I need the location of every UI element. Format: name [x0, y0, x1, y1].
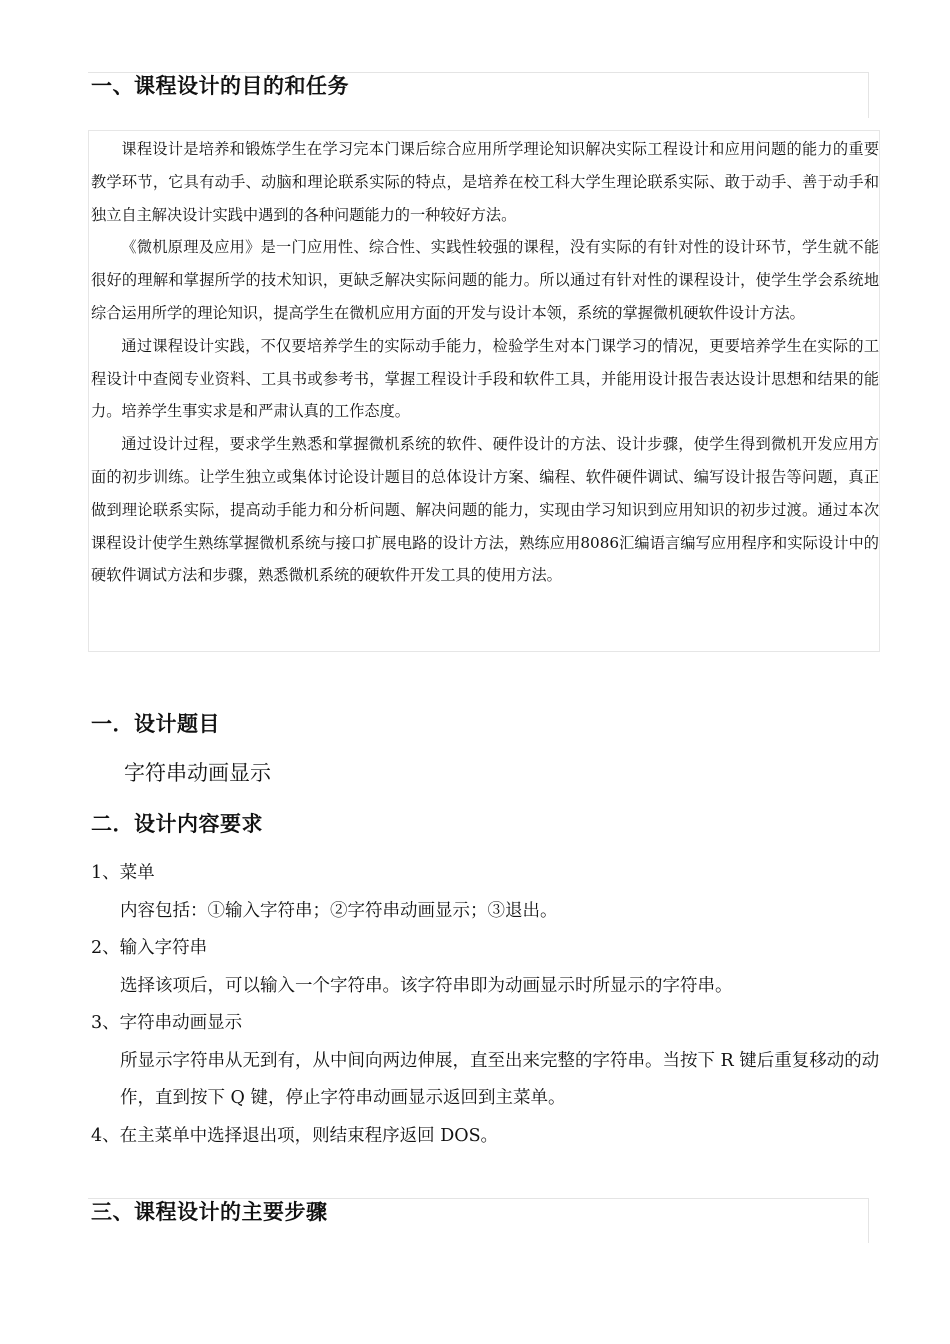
purpose-paragraph-2: 《微机原理及应用》是一门应用性、综合性、实践性较强的课程，没有实际的有针对性的设计环节，学生就不能很好的理解和掌握所学的技术知识，更缺乏解决实际问题的能力。所以通过有针对性的课程设计，使学生学会系统地综合运用所学的理论知识，提高学生在微机应用方面的开发与设计本领，系统的掌握微机硬软件设计方法。 — [91, 238, 879, 322]
section-heading-requirements: 二．设计内容要求 — [91, 812, 263, 836]
requirement-item-label: 2、输入字符串 — [91, 938, 208, 958]
purpose-paragraph-3: 通过课程设计实践，不仅要培养学生的实际动手能力，检验学生对本门课学习的情况，更要培养学生在实际的工程设计中查阅专业资料、工具书或参考书，掌握工程设计手段和软件工具，并能用设计报告表达设计思想和结果的能力。培养学生事实求是和严肃认真的工作态度。 — [91, 336, 879, 421]
requirements-list — [91, 855, 881, 1155]
purpose-paragraph-1: 课程设计是培养和锻炼学生在学习完本门课后综合应用所学理论知识解决实际工程设计和应用问题的能力的重要教学环节，它具有动手、动脑和理论联系实际的特点，是培养在校工科大学生理论联系实际、敢于动手、善于动手和独立自主解决设计实践中遇到的各种问题能力的一种较好方法。 — [91, 140, 879, 224]
requirement-item-label: 3、字符串动画显示 — [91, 1013, 243, 1033]
requirement-item-label: 1、菜单 — [91, 863, 155, 883]
requirement-item-desc: 所显示字符串从无到有，从中间向两边伸展，直至出来完整的字符串。当按下 R 键后重复移动的动作，直到按下 Q 键，停止字符串动画显示返回到主菜单。 — [120, 1050, 880, 1108]
requirement-item-desc: 内容包括：①输入字符串；②字符串动画显示；③退出。 — [120, 900, 558, 921]
section-heading-topic: 一．设计题目 — [91, 712, 220, 736]
design-topic-title: 字符串动画显示 — [124, 761, 271, 785]
section-heading-steps: 三、课程设计的主要步骤 — [91, 1200, 328, 1224]
purpose-text-box — [88, 130, 880, 652]
requirement-item-label: 4、在主菜单中选择退出项，则结束程序返回 DOS。 — [91, 1125, 499, 1146]
purpose-paragraph-4: 通过设计过程，要求学生熟悉和掌握微机系统的软件、硬件设计的方法、设计步骤，使学生得到微机开发应用方面的初步训练。让学生独立或集体讨论设计题目的总体设计方案、编程、软件硬件调试、编写设计报告等问题，真正做到理论联系实际，提高动手能力和分析问题、解决问题的能力，实现由学习知识到应用知识的初步过渡。通过本次课程设计使学生熟练掌握微机系统与接口扩展电路的设计方法，熟练应用8086汇编语言编写应用程序和实际设计中的硬软件调试方法和步骤，熟悉微机系统的硬软件开发工具的使用方法。 — [91, 435, 879, 585]
requirement-item-desc: 选择该项后，可以输入一个字符串。该字符串即为动画显示时所显示的字符串。 — [120, 975, 733, 996]
section-heading-purpose: 一、课程设计的目的和任务 — [91, 74, 349, 98]
